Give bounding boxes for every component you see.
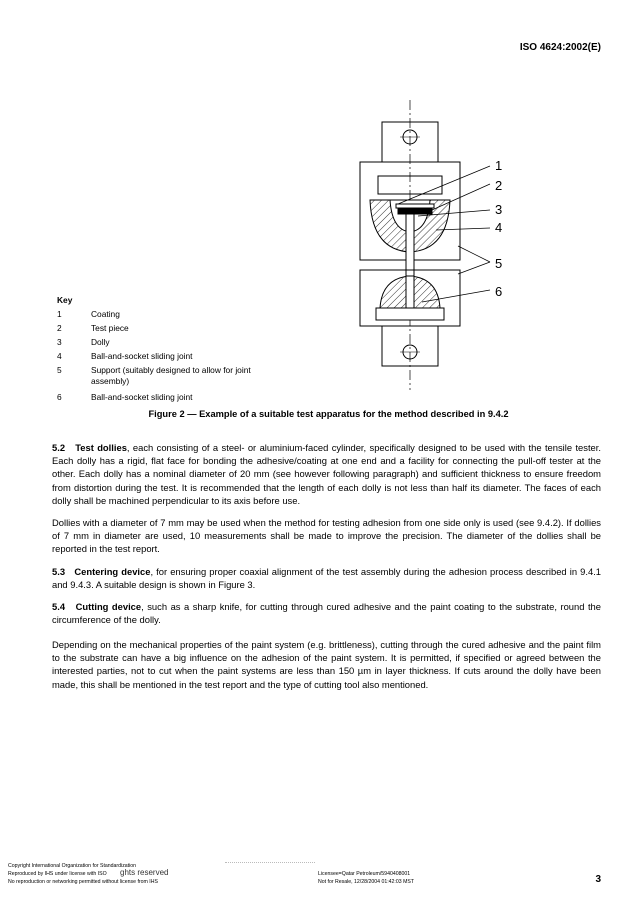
- key-row: [57, 321, 266, 335]
- section-number: 5.3: [52, 566, 66, 577]
- section-title: Centering device: [74, 566, 151, 577]
- section-5-2-paragraph: [52, 441, 601, 507]
- footer-reserved: ghts reserved: [120, 868, 169, 877]
- key-row: [57, 335, 266, 349]
- document-header: ISO 4624:2002(E): [519, 42, 601, 53]
- key-number: 5: [57, 365, 62, 375]
- footer-line: Copyright International Organization for Standardization: [8, 863, 137, 869]
- section-5-3-paragraph: [52, 565, 601, 591]
- page-number: 3: [595, 874, 601, 885]
- section-text: , for ensuring proper coaxial alignment of the test assembly during the adhesion process described in 9.4.1 and 9.4.3. A suitable design is shown in Figure 3.: [52, 566, 601, 591]
- key-text: Support (suitably designed to allow for joint assembly): [91, 365, 251, 386]
- footer-line: Not for Resale, 12/28/2004 01:42:03 MST: [318, 879, 415, 885]
- footer-line: Reproduced by IHS under license with ISO: [8, 871, 107, 877]
- callout-3: 3: [495, 202, 503, 217]
- figure-caption: Figure 2 — Example of a suitable test apparatus for the method described in 9.4.2: [148, 409, 509, 419]
- footer-line: No reproduction or networking permitted without license from IHS: [8, 879, 158, 885]
- section-5-4-paragraph-2: Depending on the mechanical properties of the paint system (e.g. brittleness), cutting through the cured adhesive and the paint film to the substrate can have a big influence on the adhesion of the paint system. It is permitted, if specified or agreed between the interested parties, not to cut when the paint systems are less than 150 µm in layer thickness. If cuts around the dolly have been made, this shall be mentioned in the test report and the type of cutting tool also mentioned.: [52, 639, 601, 690]
- section-5-2-paragraph-2: Dollies with a diameter of 7 mm may be used when the method for testing adhesion from one side only is used (see 9.4.2). If dollies of 7 mm in diameter are used, 10 measurements shall be made to improve the precision. The diameter of the dollies shall be reported in the test report.: [52, 517, 601, 555]
- key-row: [57, 390, 266, 404]
- key-number: 3: [57, 337, 62, 347]
- section-title: Cutting device: [75, 601, 142, 612]
- section-number: 5.2: [52, 442, 66, 453]
- footer-licensee: [318, 870, 414, 886]
- key-number: 1: [57, 309, 62, 319]
- key-number: 2: [57, 323, 62, 333]
- key-text: Coating: [91, 309, 120, 319]
- key-number: 6: [57, 392, 62, 402]
- footer-line: Licensee=Qatar Petroleum/5940408001: [318, 871, 411, 877]
- key-title: Key: [57, 295, 73, 305]
- key-row: [57, 307, 266, 321]
- section-text: , each consisting of a steel- or aluminium-faced cylinder, specifically designed to be used with the tensile tester. Each dolly has a rigid, flat face for bonding the adhesive/coating at one end and a facility for connecting the pull-off tester at the other. Each dolly has a nominal diameter of 20 mm (see however following paragraph) and sufficient thickness to ensure freedom from distortion during the test. It is recommended that the length of each dolly is not less than half its diameter. The faces of each dolly shall be machined perpendicular to its axis before use.: [52, 442, 601, 506]
- key-text: Test piece: [91, 323, 129, 333]
- key-row: [57, 365, 266, 387]
- figure-key: [57, 293, 266, 404]
- callout-4: 4: [495, 220, 503, 235]
- section-text: , such as a sharp knife, for cutting through cured adhesive and the paint coating to the substrate, round the circumference of the dolly.: [52, 601, 601, 626]
- key-number: 4: [57, 351, 62, 361]
- callout-5: 5: [495, 256, 503, 271]
- section-5-4-paragraph: [52, 600, 601, 626]
- key-text: Dolly: [91, 337, 110, 347]
- key-text: Ball-and-socket sliding joint: [91, 351, 193, 361]
- callout-6: 6: [495, 284, 503, 299]
- callout-2: 2: [495, 178, 503, 193]
- divider: [225, 862, 315, 864]
- section-title: Test dollies: [75, 442, 127, 453]
- key-row: [57, 349, 266, 363]
- callout-1: 1: [495, 158, 503, 173]
- test-apparatus-figure: [340, 100, 520, 390]
- key-text: Ball-and-socket sliding joint: [91, 392, 193, 402]
- section-number: 5.4: [52, 601, 66, 612]
- test-piece: [398, 208, 432, 214]
